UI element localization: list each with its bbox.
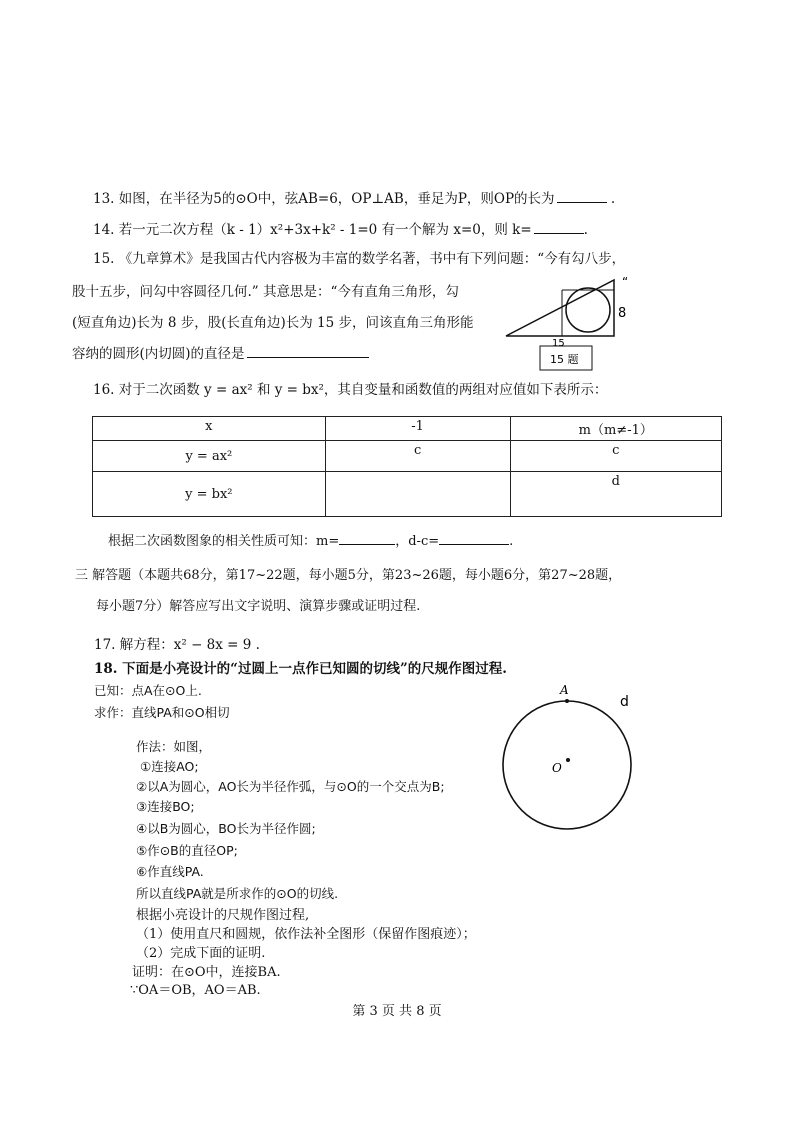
figure-mark: “ (622, 275, 629, 289)
question-15-text: 容纳的圆形(内切圆)的直径是 (72, 346, 245, 362)
row-label: y = ax² (93, 441, 326, 472)
question-16-intro: 16. 对于二次函数 y = ax² 和 y = bx²，其自变量和函数值的两组对应值如下表所示： (93, 382, 608, 398)
question-18-given: 已知：点A在⊙O上. (94, 683, 202, 698)
question-15-line1: 15. 《九章算术》是我国古代内容极为丰富的数学名著，书中有下列问题：“今有勾八步， (93, 251, 626, 267)
question-14-end: . (583, 222, 588, 238)
step-6: ⑥作直线PA. (136, 864, 204, 879)
conclusion-end: . (509, 534, 514, 549)
triangle-incircle-figure (500, 270, 650, 380)
section-3-line1: 三 解答题（本题共68分，第17~22题，每小题5分，第23~26题，每小题6分，第27~28题， (75, 568, 622, 583)
step-1: ①连接AO; (140, 759, 199, 774)
point-a (565, 699, 569, 703)
label-a: A (560, 683, 569, 697)
question-13-end: . (610, 191, 616, 207)
answer-blank (557, 188, 607, 203)
header-cell: -1 (325, 417, 510, 441)
question-15-line4 (72, 343, 369, 363)
header-cell: x (93, 417, 326, 441)
header-cell: m（m≠-1） (510, 417, 721, 441)
task-2: （2）完成下面的证明. (136, 946, 266, 961)
row-label: y = bx² (93, 472, 326, 517)
proof-line-1: 证明：在⊙O中，连接BA. (132, 965, 281, 980)
margin-mark: d (620, 694, 629, 710)
question-14 (93, 219, 588, 239)
circle-figure (498, 680, 658, 830)
step-5: ⑤作⊙B的直径OP; (136, 843, 238, 858)
answer-blank (339, 530, 395, 545)
step-2: ②以A为圆心，AO长为半径作弧，与⊙O的一个交点为B; (136, 779, 445, 794)
proof-line-2: ∵OA＝OB，AO＝AB. (130, 983, 261, 998)
question-15-line3: (短直角边)长为 8 步，股(长直角边)长为 15 步，问该直角三角形能 (72, 315, 474, 331)
step-4: ④以B为圆心，BO长为半径作圆; (136, 821, 316, 836)
question-18-method: 作法：如图， (136, 739, 212, 754)
question-15-line2: 股十五步，问勾中容圆径几何.” 其意思是：“今有直角三角形，勾 (72, 284, 459, 300)
question-14-text: 14. 若一元二次方程（k - 1）x²+3x+k² - 1=0 有一个解为 x=0，则 k= (93, 222, 532, 238)
figure-label-15: 15 (552, 338, 565, 349)
according-line: 根据小亮设计的尺规作图过程, (136, 908, 310, 923)
question-13-text: 13. 如图，在半径为5的⊙O中，弦AB=6，OP⊥AB，垂足为P，则OP的长为 (93, 191, 555, 207)
label-o: O (552, 761, 562, 775)
value-table (92, 416, 722, 517)
therefore-line: 所以直线PA就是所求作的⊙O的切线. (136, 886, 339, 901)
section-3-line2: 每小题7分）解答应写出文字说明、演算步骤或证明过程. (96, 599, 421, 614)
right-triangle (506, 280, 614, 336)
table-row (93, 441, 722, 472)
table-cell: d (510, 472, 721, 517)
table-cell: c (325, 441, 510, 472)
question-18-construct: 求作：直线PA和⊙O相切 (94, 705, 230, 720)
question-16-conclusion (108, 530, 513, 551)
conclusion-part-b: ，d-c= (395, 534, 440, 549)
question-18-title: 18. 下面是小亮设计的“过圆上一点作已知圆的切线”的尺规作图过程. (94, 661, 507, 677)
page-footer: 第 3 页 共 8 页 (352, 1004, 442, 1019)
table-cell (325, 472, 510, 517)
table-row (93, 472, 722, 517)
answer-blank (534, 219, 584, 234)
point-o (566, 758, 570, 762)
question-17: 17. 解方程：x² − 8x = 9 . (94, 637, 260, 653)
table-header-row (93, 417, 722, 441)
task-1: （1）使用直尺和圆规，依作法补全图形（保留作图痕迹）； (136, 927, 476, 942)
figure-label-8: 8 (618, 306, 627, 321)
conclusion-part-a: 根据二次函数图象的相关性质可知：m= (108, 534, 340, 549)
figure-caption: 15 题 (550, 353, 579, 366)
circle-o (503, 701, 631, 829)
answer-blank (247, 343, 369, 358)
question-13 (93, 188, 615, 208)
incircle (566, 288, 610, 332)
answer-blank (439, 530, 509, 545)
table-cell: c (510, 441, 721, 472)
step-3: ③连接BO; (136, 799, 195, 814)
